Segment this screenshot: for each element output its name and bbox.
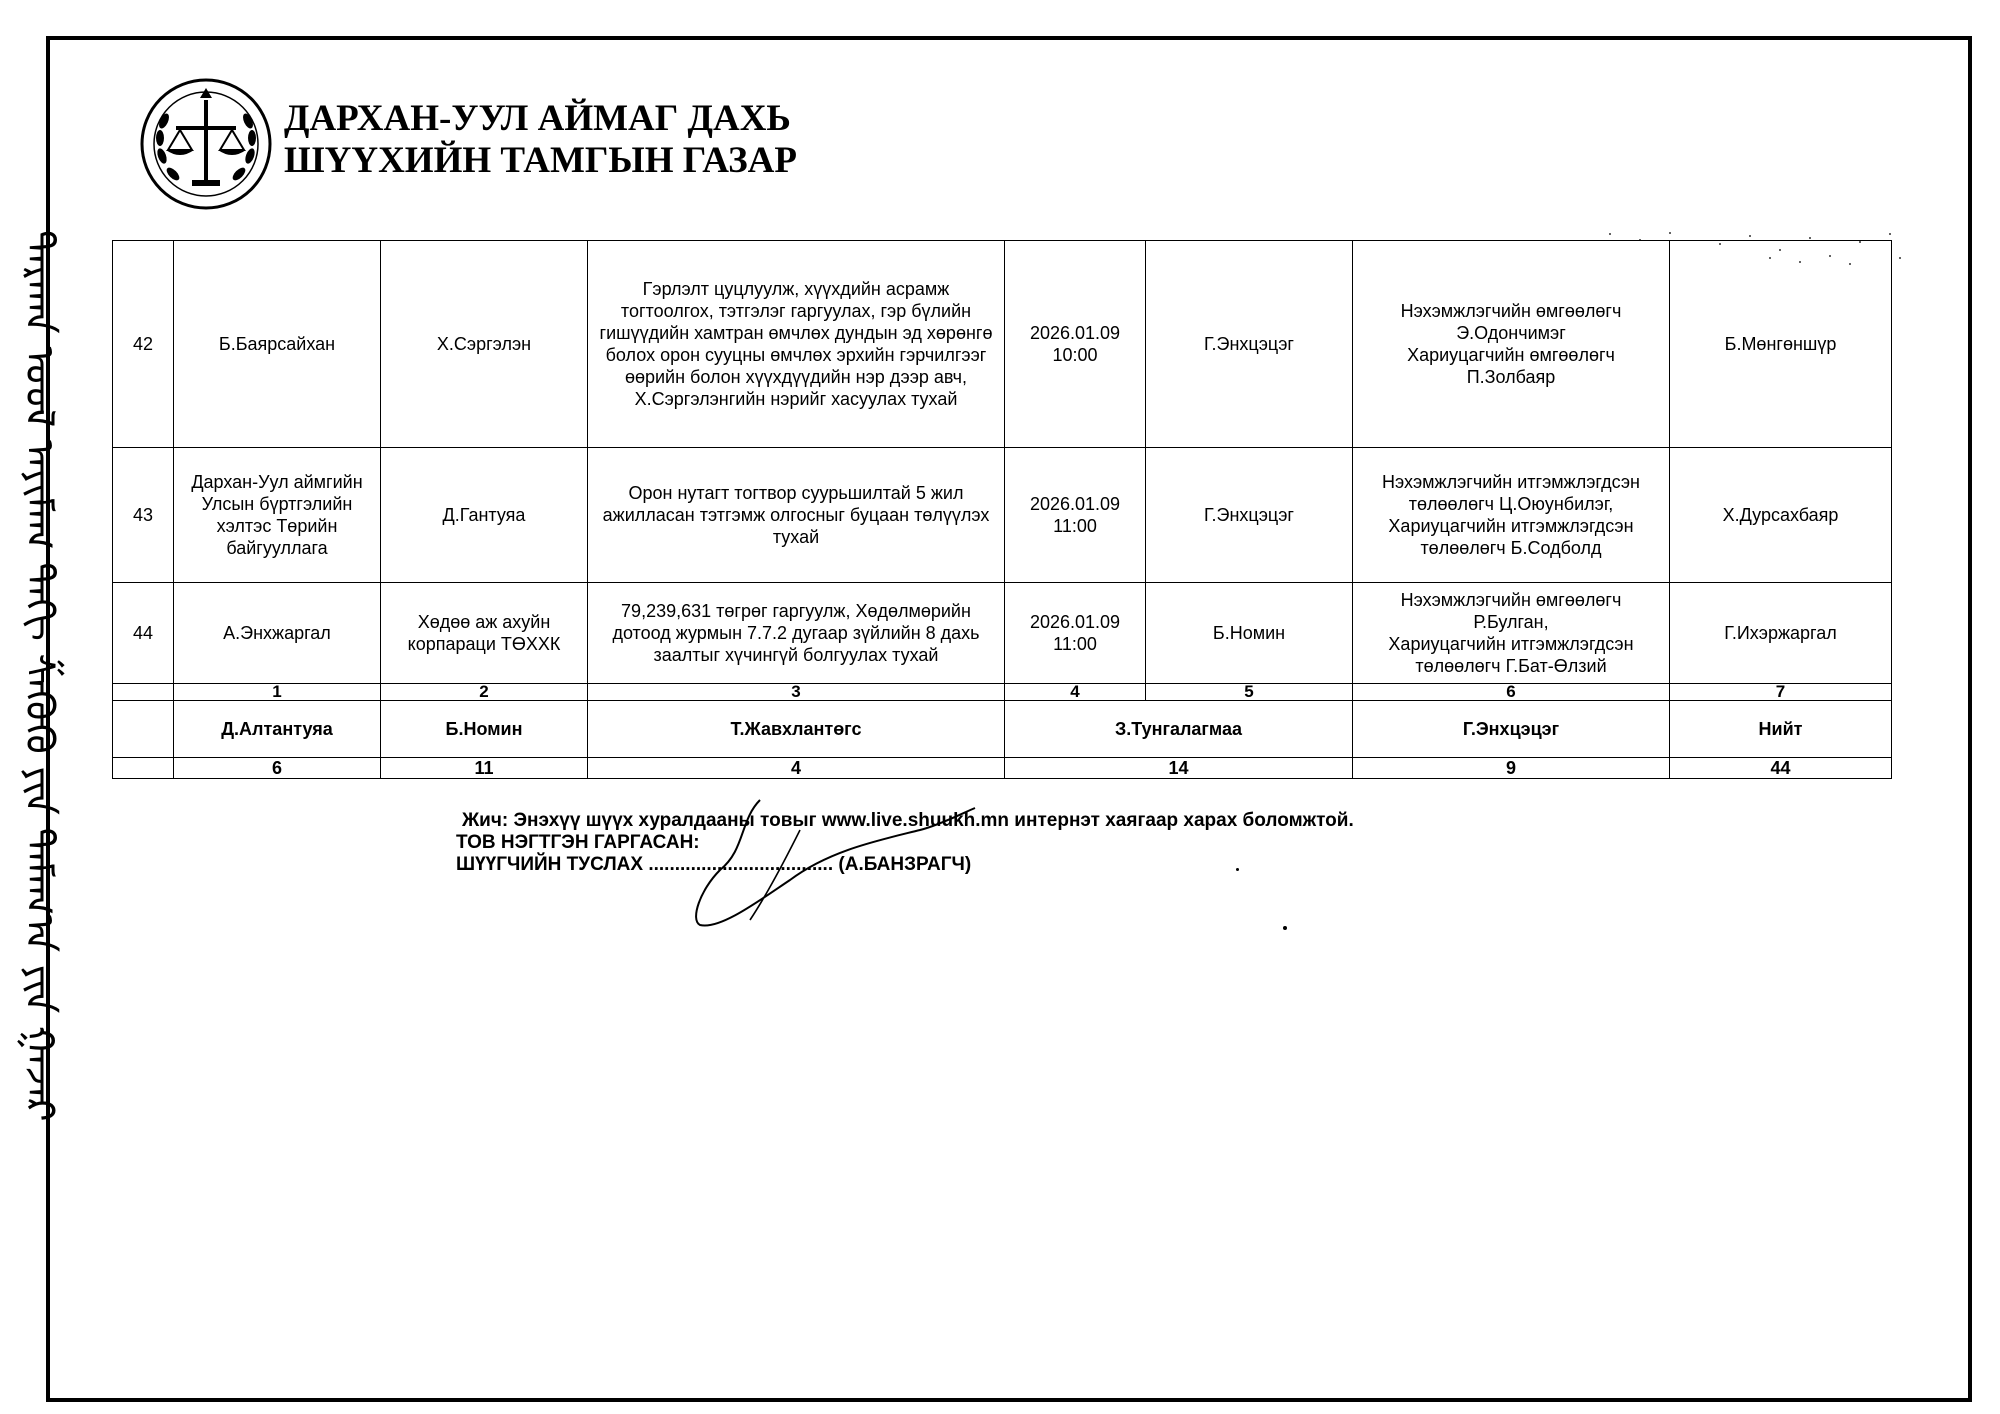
secretary: Б.Мөнгөншүр <box>1670 241 1892 448</box>
organization-title <box>284 98 797 182</box>
case-number: 44 <box>113 583 174 684</box>
participants <box>1353 583 1670 684</box>
hearing-datetime <box>1005 448 1146 583</box>
hearing-schedule-table <box>112 240 1892 779</box>
summary-judge: Т.Жавхлантөгс <box>588 701 1005 758</box>
judge: Г.Энхцэцэг <box>1146 241 1353 448</box>
case-number: 42 <box>113 241 174 448</box>
participants <box>1353 448 1670 583</box>
plaintiff: А.Энхжаргал <box>174 583 381 684</box>
org-line-1: ДАРХАН-УУЛ АЙМАГ ДАХЬ <box>284 98 791 139</box>
scan-dot <box>1236 868 1239 871</box>
column-index-row <box>113 684 1892 701</box>
table-row <box>113 583 1892 684</box>
participant-line: Э.Одончимэг <box>1456 323 1566 343</box>
column-index: 6 <box>1353 684 1670 701</box>
secretary: Г.Ихэржаргал <box>1670 583 1892 684</box>
defendant: Д.Гантуяа <box>381 448 588 583</box>
column-index: 4 <box>1005 684 1146 701</box>
scan-dot <box>1283 926 1287 930</box>
case-number: 43 <box>113 448 174 583</box>
hearing-date: 2026.01.09 <box>1029 494 1121 514</box>
table-row <box>113 448 1892 583</box>
summary-blank <box>113 758 174 779</box>
defendant: Хөдөө аж ахуйн корпараци ТӨХХК <box>381 583 588 684</box>
defendant: Х.Сэргэлэн <box>381 241 588 448</box>
participant-line: Хариуцагчийн итгэмжлэгдсэн төлөөлөгч Б.Содболд <box>1388 516 1634 558</box>
summary-judge: Б.Номин <box>381 701 588 758</box>
mongolian-script-side-text <box>4 230 74 1150</box>
column-index: 3 <box>588 684 1005 701</box>
column-index: 1 <box>174 684 381 701</box>
hearing-time: 11:00 <box>1053 516 1097 536</box>
summary-counts-row <box>113 758 1892 779</box>
secretary: Х.Дурсахбаяр <box>1670 448 1892 583</box>
handwritten-signature <box>680 790 980 940</box>
summary-count: 6 <box>174 758 381 779</box>
summary-count: 4 <box>588 758 1005 779</box>
plaintiff: Б.Баярсайхан <box>174 241 381 448</box>
summary-count: 14 <box>1005 758 1353 779</box>
side-text: ᠳᠠᠷᠬᠠᠨ ᠤᠤᠯ ᠠᠶᠢᠮᠠᠭ ᠳᠠᠬᠢ ᠱᠡᠭᠦᠬᠦ ᠶᠢᠨ ᠲᠠᠮᠠᠭ᠎ᠠ ᠶᠢᠨ ᠭᠠᠵᠠᠷ <box>16 230 62 1122</box>
hearing-date: 2026.01.09 <box>1029 323 1121 343</box>
compiled-label: ТОВ НЭГТГЭН ГАРГАСАН: <box>456 832 700 853</box>
column-index: 5 <box>1146 684 1353 701</box>
case-subject: Гэрлэлт цуцлуулж, хүүхдийн асрамж тогтоолгох, тэтгэлэг гаргуулах, гэр бүлийн гишүүдийн хамтран өмчлөх дундын эд хөрөнгө болох орон сууцны өмчлөх эрхийн гэрчилгээг өөрийн болон хүүхдүүдийн нэр дээр авч, Х.Сэргэлэнгийн нэрийг хасуулах тухай <box>588 241 1005 448</box>
hearing-date: 2026.01.09 <box>1029 612 1121 632</box>
assistant-name: (А.БАНЗРАГЧ) <box>838 854 972 875</box>
plaintiff: Дархан-Уул аймгийн Улсын бүртгэлийн хэлтэс Төрийн байгууллага <box>174 448 381 583</box>
assistant-label: ШҮҮГЧИЙН ТУСЛАХ <box>456 854 644 875</box>
participant-line: Нэхэмжлэгчийн өмгөөлөгч <box>1400 590 1622 610</box>
participants <box>1353 241 1670 448</box>
court-emblem-icon <box>138 76 274 212</box>
participant-line: төлөөлөгч Г.Бат-Өлзий <box>1415 656 1607 676</box>
note-text: Жич: Энэхүү шүүх хуралдааны товыг www.live.shuukh.mn интернэт хаягаар харах боломжтой. <box>462 810 1354 831</box>
participant-line: П.Золбаяр <box>1466 367 1556 387</box>
case-subject: 79,239,631 төгрөг гаргуулж, Хөдөлмөрийн дотоод журмын 7.7.2 дугаар зүйлийн 8 дахь заалтыг хүчингүй болгуулах тухай <box>588 583 1005 684</box>
summary-total-label: Нийт <box>1670 701 1892 758</box>
index-blank <box>113 684 174 701</box>
participant-line: Нэхэмжлэгчийн итгэмжлэгдсэн төлөөлөгч Ц.Оюунбилэг, <box>1381 472 1640 514</box>
hearing-time: 11:00 <box>1053 634 1097 654</box>
participant-line: Хариуцагчийн итгэмжлэгдсэн <box>1388 634 1634 654</box>
table-row <box>113 241 1892 448</box>
hearing-datetime <box>1005 583 1146 684</box>
column-index: 7 <box>1670 684 1892 701</box>
summary-total: 44 <box>1670 758 1892 779</box>
summary-judges-row <box>113 701 1892 758</box>
summary-blank <box>113 701 174 758</box>
signature-dots: ................................... <box>648 854 834 875</box>
case-subject: Орон нутагт тогтвор суурьшилтай 5 жил ажилласан тэтгэмж олгосныг буцаан төлүүлэх тухай <box>588 448 1005 583</box>
summary-judge: Д.Алтантуяа <box>174 701 381 758</box>
hearing-datetime <box>1005 241 1146 448</box>
judge: Б.Номин <box>1146 583 1353 684</box>
summary-count: 11 <box>381 758 588 779</box>
summary-count: 9 <box>1353 758 1670 779</box>
hearing-time: 10:00 <box>1052 345 1098 365</box>
org-line-2: ШҮҮХИЙН ТАМГЫН ГАЗАР <box>284 140 797 181</box>
participant-line: Р.Булган, <box>1473 612 1549 632</box>
summary-judge: Г.Энхцэцэг <box>1353 701 1670 758</box>
participant-line: Нэхэмжлэгчийн өмгөөлөгч <box>1400 301 1622 321</box>
participant-line: Хариуцагчийн өмгөөлөгч <box>1407 345 1615 365</box>
summary-judge: З.Тунгалагмаа <box>1005 701 1353 758</box>
judge: Г.Энхцэцэг <box>1146 448 1353 583</box>
column-index: 2 <box>381 684 588 701</box>
